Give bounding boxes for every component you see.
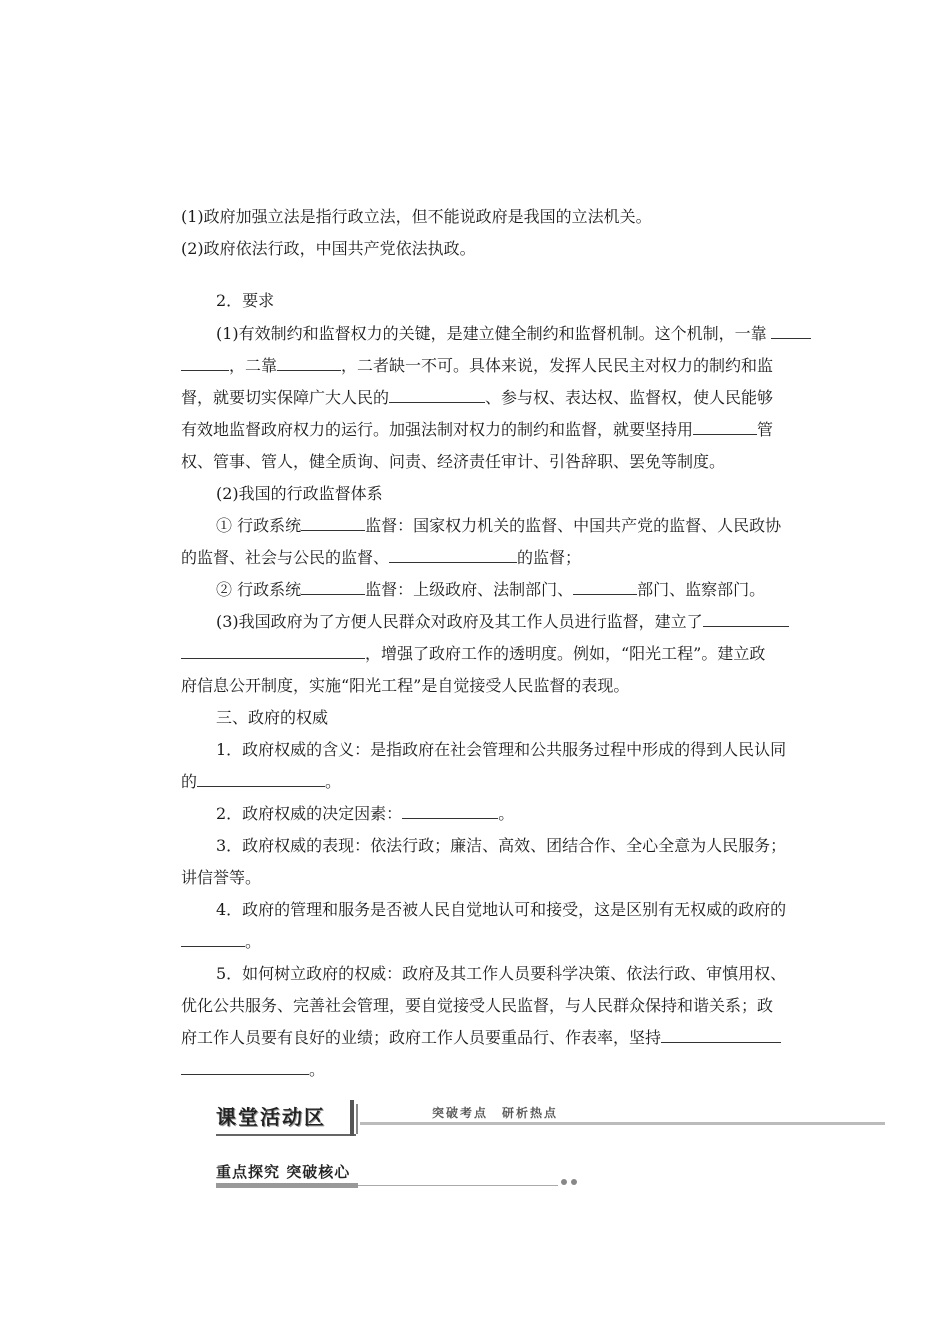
note-2: (2)政府依法行政，中国共产党依法执政。 <box>181 239 476 258</box>
authority-item3: 3．政府权威的表现：依法行政；廉洁、高效、团结合作、全心全意为人民服务； <box>216 836 787 855</box>
fill-blank <box>181 931 245 947</box>
req-p3-text: (3)我国政府为了方便人民群众对政府及其工作人员进行监督，建立了 <box>216 612 703 631</box>
authority-item5-line4 <box>181 1059 816 1081</box>
authority-heading: 三、政府的权威 <box>216 708 329 727</box>
authority-item5-line3 <box>181 1027 816 1049</box>
dot-ornament <box>571 1179 577 1185</box>
authority-item3-cont: 讲信誉等。 <box>181 868 262 887</box>
requirements-heading: 2．要求 <box>216 291 275 310</box>
authority-text: 的 <box>181 772 198 791</box>
req-p1-line5: 权、管事、管人，健全质询、问责、经济责任审计、引咎辞职、罢免等制度。 <box>181 452 726 471</box>
req-p2-text: 部门、监察部门。 <box>637 580 766 599</box>
fill-blank <box>771 323 811 339</box>
fill-blank <box>301 515 365 531</box>
req-p1-text: 督，就要切实保障广大人民的 <box>181 388 390 407</box>
fill-blank <box>197 771 325 787</box>
fill-blank <box>402 803 498 819</box>
req-p3-line1 <box>216 611 816 633</box>
fill-blank <box>277 355 341 371</box>
section-title: 重点探究 突破核心 <box>216 1163 351 1181</box>
fill-blank <box>389 387 485 403</box>
banner-title: 课堂活动区 <box>216 1105 326 1129</box>
authority-item1-cont <box>181 771 816 793</box>
req-p1-text: 管 <box>757 420 774 439</box>
authority-text: 。 <box>325 772 342 791</box>
banner-subtitle: 突破考点 研析热点 <box>432 1106 559 1120</box>
authority-item1: 1．政府权威的含义：是指政府在社会管理和公共服务过程中形成的得到人民认同 <box>216 740 787 759</box>
req-p1-line2 <box>181 355 816 377</box>
req-p3-text: ，增强了政府工作的透明度。例如，“阳光工程”。建立政 <box>365 644 766 663</box>
req-p2-text: ② 行政系统 <box>216 580 302 599</box>
req-p1-text: (1)有效制约和监督权力的关键，是建立健全制约和监督机制。这个机制，一靠 <box>216 324 767 343</box>
req-p1-line4 <box>181 419 816 441</box>
req-p2-item2 <box>216 579 816 601</box>
req-p2-heading: (2)我国的行政监督体系 <box>216 484 383 503</box>
authority-text: 。 <box>245 932 262 951</box>
authority-item4-cont <box>181 931 816 953</box>
authority-item4: 4．政府的管理和服务是否被人民自觉地认可和接受，这是区别有无权威的政府的 <box>216 900 787 919</box>
req-p3-line3: 府信息公开制度，实施“阳光工程”是自觉接受人民监督的表现。 <box>181 676 630 695</box>
fill-blank <box>573 579 637 595</box>
req-p2-text: 监督：国家权力机关的监督、中国共产党的监督、人民政协 <box>365 516 782 535</box>
fill-blank <box>703 611 789 627</box>
fill-blank <box>181 643 365 659</box>
banner-rule <box>360 1122 885 1125</box>
authority-text: 2．政府权威的决定因素： <box>216 804 403 823</box>
banner-divider <box>356 1104 358 1134</box>
req-p2-text: 的监督； <box>517 548 582 567</box>
section-bar <box>216 1183 358 1188</box>
fill-blank <box>693 419 757 435</box>
authority-item2 <box>216 803 816 825</box>
fill-blank <box>389 547 517 563</box>
banner-underline <box>216 1134 356 1136</box>
req-p1-text: ，二者缺一不可。具体来说，发挥人民民主对权力的制约和监 <box>341 356 774 375</box>
req-p1-text: 有效地监督政府权力的运行。加强法制对权力的制约和监督，就要坚持用 <box>181 420 694 439</box>
req-p1-text: ，二靠 <box>229 356 278 375</box>
req-p2-item1 <box>216 515 816 537</box>
req-p2-item1-cont <box>181 547 816 569</box>
fill-blank <box>661 1027 781 1043</box>
authority-item5-line2: 优化公共服务、完善社会管理，要自觉接受人民监督，与人民群众保持和谐关系；政 <box>181 996 774 1015</box>
req-p2-text: ① 行政系统 <box>216 516 302 535</box>
dot-ornament <box>561 1179 567 1185</box>
req-p1-line3 <box>181 387 816 409</box>
req-p1-text: 、参与权、表达权、监督权，使人民能够 <box>485 388 774 407</box>
note-1: (1)政府加强立法是指行政立法，但不能说政府是我国的立法机关。 <box>181 207 652 226</box>
fill-blank <box>301 579 365 595</box>
authority-text: 府工作人员要有良好的业绩；政府工作人员要重品行、作表率，坚持 <box>181 1028 662 1047</box>
authority-text: 。 <box>498 804 515 823</box>
fill-blank <box>181 1059 309 1075</box>
req-p2-text: 监督：上级政府、法制部门、 <box>365 580 574 599</box>
banner-divider <box>350 1100 354 1136</box>
fill-blank <box>181 355 229 371</box>
req-p1-line1 <box>216 323 816 345</box>
section-rule <box>358 1185 558 1186</box>
req-p3-line2 <box>181 643 816 665</box>
req-p2-text: 的监督、社会与公民的监督、 <box>181 548 390 567</box>
authority-text: 。 <box>309 1060 326 1079</box>
authority-item5: 5．如何树立政府的权威：政府及其工作人员要科学决策、依法行政、审慎用权、 <box>216 964 787 983</box>
